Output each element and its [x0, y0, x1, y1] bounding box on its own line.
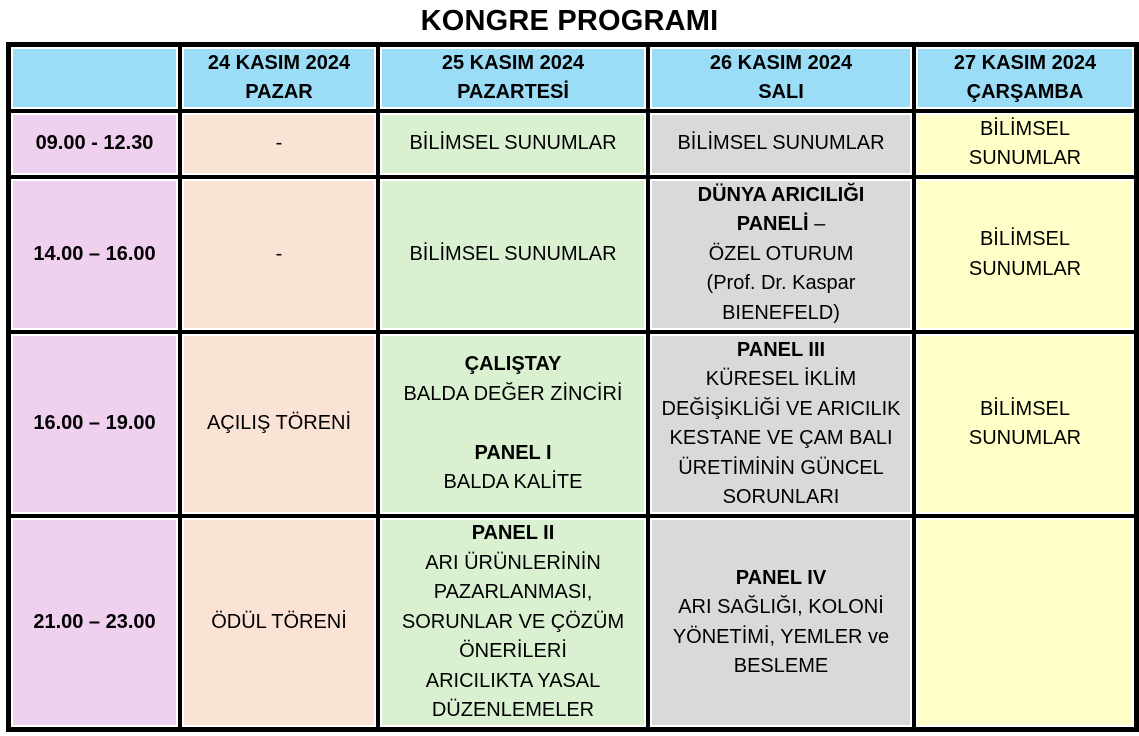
- time-slot-cell: 09.00 - 12.30: [9, 111, 180, 177]
- session-heading: DÜNYA ARICILIĞI: [697, 183, 865, 206]
- header-day-4-weekday: ÇARŞAMBA: [966, 81, 1084, 103]
- table-row: [9, 516, 1136, 729]
- time-slot-cell: 14.00 – 16.00: [9, 177, 180, 332]
- day-2-cell: [378, 332, 648, 516]
- header-day-1-weekday: PAZAR: [245, 81, 313, 103]
- cell-line: (Prof. Dr. Kaspar: [706, 272, 856, 295]
- header-corner-cell: [9, 45, 180, 111]
- cell-line: SORUNLAR VE ÇÖZÜM: [401, 610, 625, 633]
- table-row: [9, 332, 1136, 516]
- header-day-3: [648, 45, 914, 111]
- cell-line: BİLİMSEL: [979, 117, 1071, 140]
- cell-line: KESTANE VE ÇAM BALI: [669, 427, 893, 449]
- day-4-cell: [914, 332, 1136, 516]
- cell-line: YÖNETİMİ, YEMLER ve: [672, 625, 890, 648]
- day-2-cell: BİLİMSEL SUNUMLAR: [378, 111, 648, 177]
- cell-line: PAZARLANMASI,: [433, 581, 593, 604]
- table-row: [9, 111, 1136, 177]
- day-4-cell: [914, 516, 1136, 729]
- cell-line: SUNUMLAR: [968, 427, 1082, 449]
- day-3-cell: [648, 332, 914, 516]
- cell-line: BIENEFELD): [722, 301, 840, 324]
- heading-dash: –: [808, 213, 826, 236]
- session-heading: PANEL I: [474, 441, 552, 464]
- day-4-cell: [914, 177, 1136, 332]
- header-day-2: [378, 45, 648, 111]
- cell-line: BİLİMSEL: [979, 228, 1071, 250]
- header-row: [9, 45, 1136, 111]
- cell-line: DEĞİŞİKLİĞİ VE ARICILIK: [661, 397, 901, 420]
- header-day-4-date: 27 KASIM 2024: [953, 51, 1097, 74]
- cell-line: SUNUMLAR: [968, 147, 1082, 169]
- cell-line: SUNUMLAR: [968, 257, 1082, 280]
- day-3-cell: [648, 177, 914, 332]
- cell-line: ARICILIKTA YASAL: [425, 669, 601, 692]
- time-slot-cell: 16.00 – 19.00: [9, 332, 180, 516]
- cell-line: ARI ÜRÜNLERİNİN: [425, 551, 601, 574]
- day-1-cell: AÇILIŞ TÖRENİ: [180, 332, 378, 516]
- table-row: [9, 177, 1136, 332]
- cell-line: KÜRESEL İKLİM: [705, 368, 857, 390]
- session-heading: PANEL II: [471, 522, 555, 545]
- cell-line: ARI SAĞLIĞI, KOLONİ: [678, 596, 884, 618]
- page-title: KONGRE PROGRAMI: [420, 5, 719, 37]
- day-1-cell: -: [180, 111, 378, 177]
- cell-line: BİLİMSEL: [979, 397, 1071, 420]
- day-3-cell: [648, 516, 914, 729]
- cell-line: BALDA KALİTE: [443, 471, 583, 494]
- day-1-cell: -: [180, 177, 378, 332]
- cell-line: BALDA DEĞER ZİNCİRİ: [403, 382, 623, 405]
- session-heading: PANEL III: [736, 338, 826, 361]
- day-3-cell: BİLİMSEL SUNUMLAR: [648, 111, 914, 177]
- session-heading: ÇALIŞTAY: [464, 353, 562, 376]
- cell-line: ÖZEL OTURUM: [708, 242, 854, 265]
- session-heading: PANELİ: [736, 213, 809, 236]
- day-1-cell: ÖDÜL TÖRENİ: [180, 516, 378, 729]
- header-day-3-weekday: SALI: [758, 81, 804, 103]
- time-slot-cell: 21.00 – 23.00: [9, 516, 180, 729]
- cell-spacer: [384, 409, 642, 439]
- cell-line: ÜRETİMİNİN GÜNCEL: [678, 456, 884, 479]
- cell-line: DÜZENLEMELER: [431, 699, 595, 722]
- day-2-cell: BİLİMSEL SUNUMLAR: [378, 177, 648, 332]
- cell-line: ÖNERİLERİ: [459, 640, 567, 663]
- day-2-cell: [378, 516, 648, 729]
- header-day-1: [180, 45, 378, 111]
- header-day-1-date: 24 KASIM 2024: [207, 51, 351, 74]
- day-4-cell: [914, 111, 1136, 177]
- session-heading: PANEL IV: [735, 566, 827, 589]
- header-day-4: [914, 45, 1136, 111]
- program-table: [6, 42, 1139, 732]
- header-day-2-date: 25 KASIM 2024: [441, 51, 585, 74]
- header-day-2-weekday: PAZARTESİ: [457, 81, 569, 103]
- header-day-3-date: 26 KASIM 2024: [709, 51, 853, 74]
- cell-line: SORUNLARI: [722, 486, 840, 508]
- cell-line: BESLEME: [733, 655, 829, 677]
